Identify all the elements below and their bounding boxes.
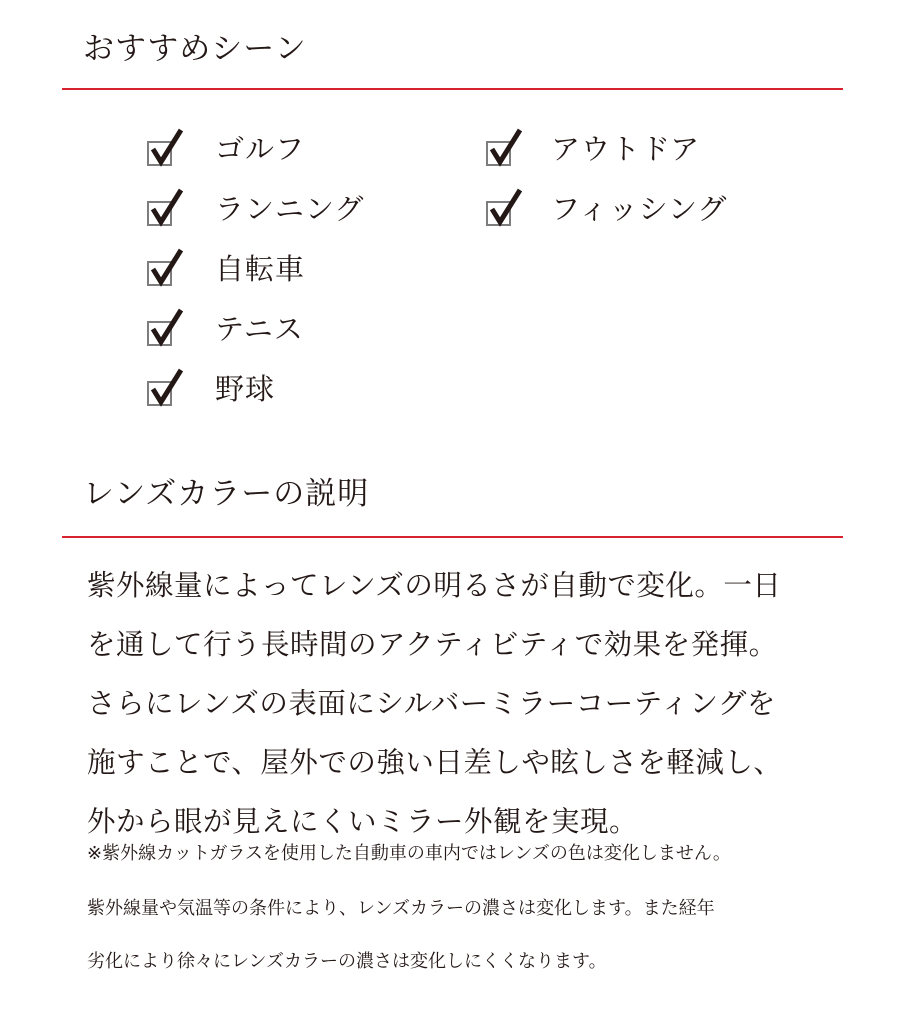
checkbox-checked-icon xyxy=(147,261,172,286)
section-divider xyxy=(62,88,843,90)
scene-label: 野球 xyxy=(215,372,276,406)
scene-item-running xyxy=(147,189,365,229)
lens-description-line: 施すことで、屋外での強い日差しや眩しさを軽減し、 xyxy=(87,746,783,779)
checkbox-checked-icon xyxy=(147,141,172,166)
scene-label: テニス xyxy=(215,312,304,346)
checkbox-checked-icon xyxy=(147,201,172,226)
scene-label: フィッシング xyxy=(551,192,728,226)
note-conditions: 紫外線量や気温等の条件により、レンズカラーの濃さは変化します。また経年 xyxy=(87,898,715,919)
scene-label: ランニング xyxy=(215,192,365,226)
section-divider xyxy=(62,536,843,538)
note-car-glass: ※紫外線カットガラスを使用した自動車の車内ではレンズの色は変化しません。 xyxy=(87,843,731,864)
scene-label: アウトドア xyxy=(551,132,701,166)
scene-label: ゴルフ xyxy=(215,132,306,166)
lens-description xyxy=(87,556,827,851)
scene-item-tennis xyxy=(147,309,304,349)
lens-description-line: 紫外線量によってレンズの明るさが自動で変化。一日 xyxy=(87,569,782,602)
scene-item-baseball xyxy=(147,369,276,409)
scene-item-fishing xyxy=(486,189,728,229)
checkbox-checked-icon xyxy=(147,321,172,346)
lens-description-line: さらにレンズの表面にシルバーミラーコーティングを xyxy=(87,687,776,720)
note-aging: 劣化により徐々にレンズカラーの濃さは変化しにくくなります。 xyxy=(87,951,607,972)
checkbox-checked-icon xyxy=(147,381,172,406)
checkbox-checked-icon xyxy=(486,141,511,166)
scene-item-outdoor xyxy=(486,129,701,169)
checkbox-checked-icon xyxy=(486,201,511,226)
lens-color-title: レンズカラーの説明 xyxy=(83,476,370,512)
lens-description-line: を通して行う長時間のアクティビティで効果を発揮。 xyxy=(87,628,778,661)
scene-label: 自転車 xyxy=(215,252,306,286)
lens-description-line: 外から眼が見えにくいミラー外観を実現。 xyxy=(87,805,639,838)
scene-item-cycling xyxy=(147,249,306,289)
recommended-scenes-title: おすすめシーン xyxy=(83,31,307,67)
scene-item-golf xyxy=(147,129,306,169)
